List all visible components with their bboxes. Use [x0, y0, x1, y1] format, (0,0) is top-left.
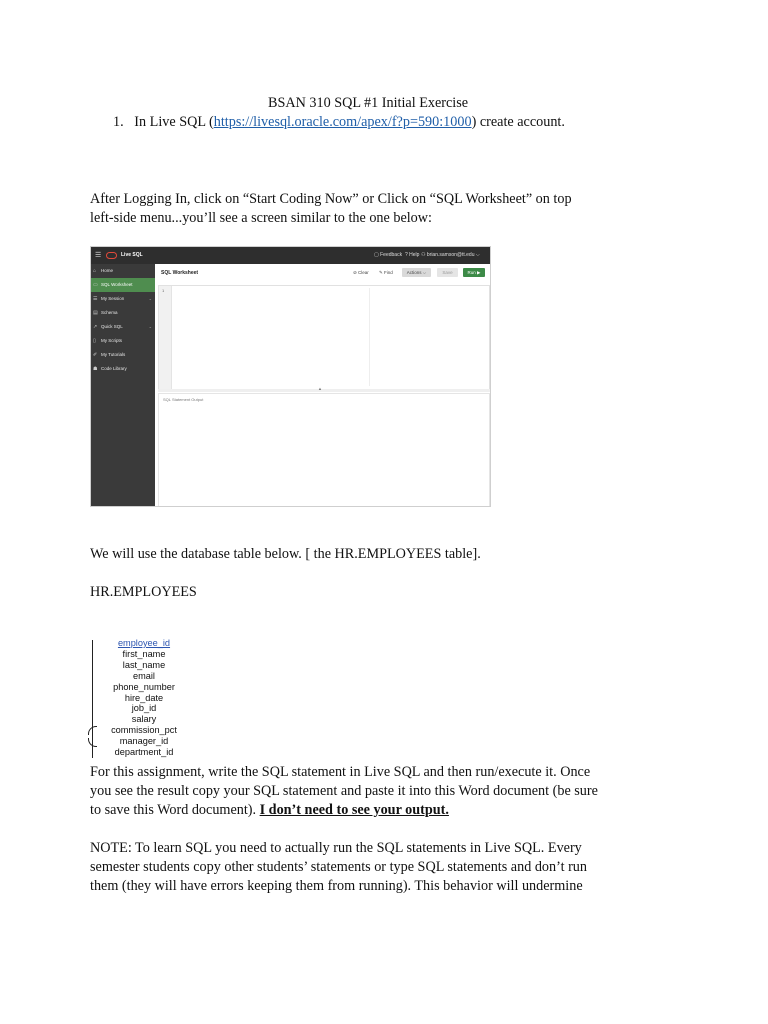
- column-salary: salary: [131, 714, 157, 724]
- line-number: 1: [162, 288, 165, 293]
- column-department-id: department_id: [114, 747, 174, 757]
- paragraph-table-intro: We will use the database table below. [ the HR.EMPLOYEES table].: [90, 546, 481, 562]
- step-prefix: In Live SQL (: [134, 114, 214, 130]
- drag-handle-icon: ▲: [318, 386, 322, 391]
- column-phone-number: phone_number: [113, 682, 175, 692]
- paragraph-login-line1: After Logging In, click on “Start Coding Now” or Click on “SQL Worksheet” on top: [90, 191, 572, 207]
- step-1-instruction: [113, 113, 565, 132]
- nav-label: My Scripts: [101, 338, 123, 343]
- schema-icon: ▤: [93, 310, 98, 316]
- nav-label: Home: [101, 268, 114, 273]
- library-icon: ☗: [93, 366, 98, 372]
- run-button: Run ▶: [463, 268, 485, 277]
- paragraph-note-line1: NOTE: To learn SQL you need to actually run the SQL statements in Live SQL. Every: [90, 840, 582, 856]
- column-first-name: first_name: [122, 649, 166, 659]
- user-menu: ⚇ brian.samson@tt.edu ⌵: [421, 252, 480, 258]
- quick-sql-icon: ↗: [93, 324, 98, 330]
- worksheet-icon: ▭: [93, 282, 98, 288]
- oracle-logo-icon: [106, 252, 117, 259]
- column-commission-pct: commission_pct: [111, 725, 177, 735]
- chevron-down-icon: ⌄: [148, 324, 152, 329]
- nav-label: My Session: [101, 296, 125, 301]
- nav-label: Schema: [101, 310, 118, 315]
- worksheet-title: SQL Worksheet: [161, 270, 199, 276]
- nav-item-schema: [91, 306, 155, 320]
- feedback-link: ▢ Feedback: [374, 252, 403, 258]
- column-hire-date: hire_date: [124, 693, 164, 703]
- editor-gutter: [159, 286, 172, 389]
- paragraph-note-line2: semester students copy other students’ statements or type SQL statements and don’t run: [90, 859, 587, 875]
- nav-item-home: [91, 264, 155, 278]
- paragraph-assignment-line1: For this assignment, write the SQL statement in Live SQL and then run/execute it. Once: [90, 764, 591, 780]
- nav-item-quick-sql: [91, 320, 155, 334]
- column-employee-id: employee_id: [117, 638, 171, 648]
- output-label: SQL Statement Output: [163, 397, 204, 402]
- live-sql-topbar: [91, 247, 490, 264]
- save-button: Save: [437, 268, 458, 277]
- editor-divider: [369, 288, 370, 386]
- paragraph-assignment-line3: [90, 801, 449, 820]
- nav-item-code-library: [91, 362, 155, 376]
- relationship-hook-bottom: [88, 738, 97, 747]
- paragraph-login-line2: left-side menu...you’ll see a screen similar to the one below:: [90, 210, 432, 226]
- nav-label: SQL Worksheet: [101, 282, 133, 287]
- nav-label: My Tutorials: [101, 352, 126, 357]
- column-manager-id: manager_id: [119, 736, 169, 746]
- live-sql-sidenav: [91, 264, 155, 506]
- nav-item-my-tutorials: [91, 348, 155, 362]
- paragraph-assignment-line2: you see the result copy your SQL statement and paste it into this Word document (be sure: [90, 783, 598, 799]
- nav-item-my-scripts: [91, 334, 155, 348]
- actions-button: Actions ⌵: [402, 268, 431, 277]
- scripts-icon: ▯: [93, 338, 96, 344]
- clear-button: ⊘ Clear: [353, 270, 369, 275]
- nav-label: Code Library: [101, 366, 127, 371]
- nav-label: Quick SQL: [101, 324, 123, 329]
- session-icon: ☰: [93, 296, 98, 302]
- sql-editor: [158, 285, 490, 390]
- help-link: ? Help: [405, 252, 420, 258]
- step-suffix: ) create account.: [471, 114, 565, 130]
- paragraph-note-line3: them (they will have errors keeping them from running). This behavior will undermine: [90, 878, 583, 894]
- nav-item-sql-worksheet: [91, 278, 155, 292]
- home-icon: ⌂: [93, 268, 97, 274]
- column-job-id: job_id: [131, 703, 157, 713]
- column-email: email: [133, 671, 155, 681]
- live-sql-screenshot: [90, 246, 491, 507]
- document-title: BSAN 310 SQL #1 Initial Exercise: [268, 95, 469, 111]
- table-heading: HR.EMPLOYEES: [90, 584, 197, 600]
- employees-column-list: [88, 638, 188, 760]
- relationship-hook-top: [88, 726, 97, 735]
- pane-splitter: [158, 386, 490, 392]
- assignment-line3-prefix: to save this Word document).: [90, 802, 260, 818]
- chevron-down-icon: ⌄: [148, 296, 152, 301]
- step-number: 1.: [113, 114, 124, 130]
- nav-item-my-session: [91, 292, 155, 306]
- live-sql-brand: Live SQL: [121, 252, 143, 258]
- find-button: ✎ Find: [379, 270, 393, 275]
- live-sql-link[interactable]: https://livesql.oracle.com/apex/f?p=590:1000: [213, 114, 472, 130]
- column-last-name: last_name: [122, 660, 166, 670]
- emphasis-no-output: I don’t need to see your output.: [259, 802, 449, 818]
- hamburger-menu-icon: ☰: [95, 252, 102, 259]
- sql-output-pane: [158, 393, 490, 507]
- tutorials-icon: ✐: [93, 352, 98, 358]
